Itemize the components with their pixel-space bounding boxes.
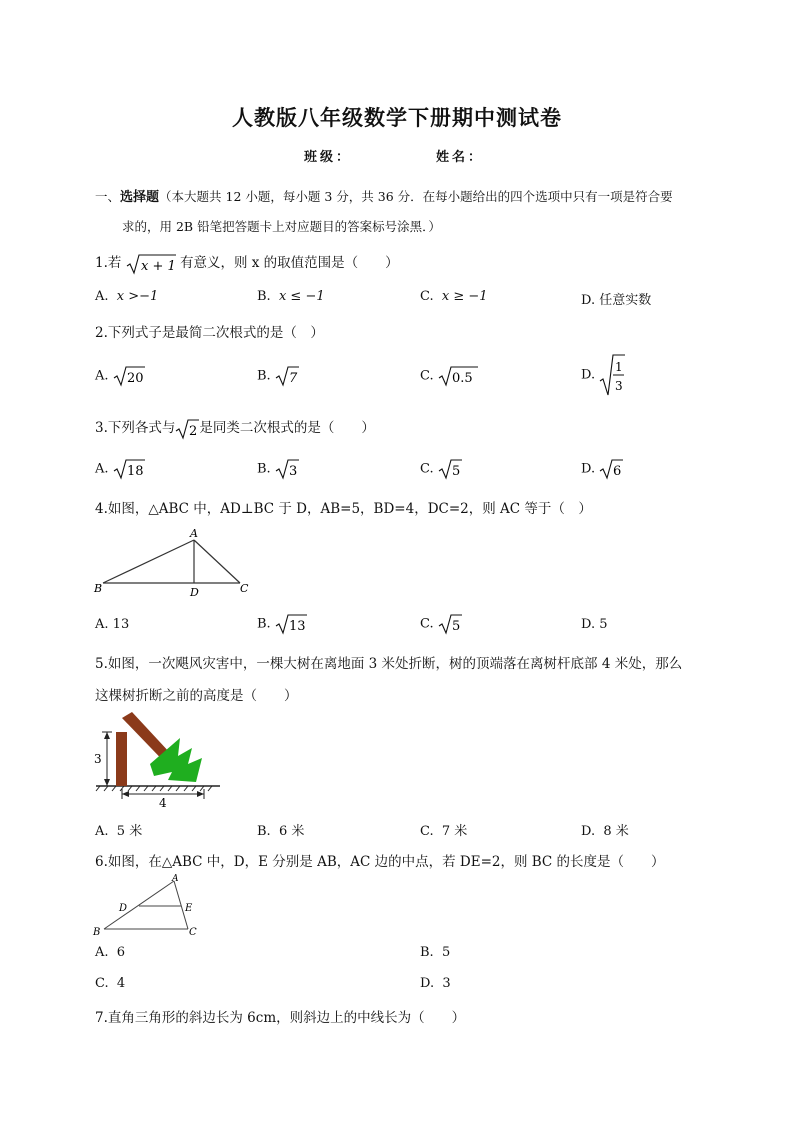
q6-label-a: A: [172, 874, 179, 884]
question-3-stem: 3.下列各式与 2 是同类二次根式的是（ ）: [95, 420, 375, 439]
q2-option-d[interactable]: D. 1 3: [581, 353, 625, 397]
section-name: 选择题: [120, 190, 160, 205]
section-prefix: 一、: [95, 189, 121, 204]
svg-text:5: 5: [451, 619, 461, 634]
page-title: 人教版八年级数学下册期中测试卷: [232, 105, 562, 130]
question-4-stem: 4.如图，△ABC 中，AD⊥BC 于 D，AB=5，BD=4，DC=2，则 AC 等于（ ）: [95, 501, 592, 517]
radical-x-plus-1: [126, 253, 176, 275]
q5-option-c[interactable]: C. 7 米: [420, 824, 468, 839]
svg-text:x + 1: x + 1: [140, 258, 176, 274]
section-desc-line2: 求的，用 2B 铅笔把答题卡上对应题目的答案标号涂黑．）: [122, 219, 441, 234]
svg-text:2: 2: [189, 423, 198, 439]
question-1-stem: 1.若 x + 1 有意义，则 x 的取值范围是（ ）: [95, 251, 399, 275]
q4-label-b: B: [94, 582, 103, 595]
q1-option-a[interactable]: A. x >−1: [95, 289, 159, 304]
q5-base-label: 4: [159, 796, 167, 810]
q6-label-d: D: [119, 903, 128, 914]
q6-option-d[interactable]: D. 3: [420, 976, 451, 991]
section-heading: [95, 186, 673, 205]
q1-option-d[interactable]: D. 任意实数: [581, 293, 652, 308]
q6-triangle-figure: [92, 872, 207, 940]
q4-label-c: C: [240, 582, 249, 595]
q6-label-e: E: [185, 903, 193, 914]
question-5-line1: 5.如图，一次飓风灾害中，一棵大树在离地面 3 米处折断，树的顶端落在离树杆底部 4 米处，那么: [95, 656, 683, 672]
q1-option-b[interactable]: B. x ≤ −1: [257, 289, 325, 304]
q4-option-c[interactable]: C. 5: [420, 616, 461, 634]
q6-option-b[interactable]: B. 5: [420, 945, 451, 960]
question-6-stem: 6.如图，在△ABC 中，D，E 分别是 AB，AC 边的中点，若 DE=2，则 BC 的长度是（ ）: [95, 854, 665, 870]
q4-option-a[interactable]: A. 13: [95, 617, 130, 632]
question-5-line2: 这棵树折断之前的高度是（ ）: [95, 688, 298, 704]
q2-option-b[interactable]: B. 7: [257, 368, 298, 386]
q4-option-d[interactable]: D. 5: [581, 617, 608, 632]
q4-triangle-figure: [93, 526, 253, 598]
q5-option-a[interactable]: A. 5 米: [95, 824, 143, 839]
q1-option-c[interactable]: C. x ≥ −1: [420, 289, 488, 304]
q2-option-c[interactable]: C. 0.5: [420, 365, 478, 387]
svg-text:13: 13: [288, 619, 306, 634]
q3-option-a[interactable]: A. 18: [95, 461, 144, 479]
q4-label-d: D: [190, 586, 199, 598]
svg-text:5: 5: [451, 464, 461, 479]
question-7-stem: 7.直角三角形的斜边长为 6cm，则斜边上的中线长为（ ）: [95, 1010, 466, 1026]
svg-text:6: 6: [613, 464, 622, 479]
q5-height-label: 3: [94, 752, 102, 766]
svg-text:1: 1: [615, 360, 623, 374]
q5-option-d[interactable]: D. 8 米: [581, 824, 629, 839]
svg-text:7: 7: [288, 371, 298, 386]
q3-option-d[interactable]: D. 6: [581, 461, 622, 479]
q4-label-a: A: [190, 527, 198, 540]
class-label: 班级：: [304, 150, 353, 165]
svg-text:18: 18: [126, 464, 144, 479]
q5-option-b[interactable]: B. 6 米: [257, 824, 305, 839]
q6-option-c[interactable]: C. 4: [95, 976, 126, 991]
svg-text:3: 3: [615, 379, 623, 393]
svg-text:20: 20: [126, 371, 144, 386]
q3-option-b[interactable]: B. 3: [257, 461, 298, 479]
q6-label-c: C: [189, 927, 197, 938]
q6-option-a[interactable]: A. 6: [95, 945, 126, 960]
name-label: 姓名：: [436, 150, 485, 165]
q3-option-c[interactable]: C. 5: [420, 461, 461, 479]
q6-label-b: B: [93, 927, 101, 938]
question-2-stem: 2.下列式子是最简二次根式的是（ ）: [95, 325, 324, 341]
svg-text:0.5: 0.5: [451, 371, 473, 386]
section-desc-line1: （本大题共 12 小题，每小题 3 分，共 36 分．在每小题给出的四个选项中只有一项是符合要: [159, 189, 673, 204]
q2-option-a[interactable]: A. 20: [95, 368, 144, 386]
q5-broken-tree-figure: [92, 710, 222, 810]
q5-trunk: [116, 732, 127, 786]
q4-option-b[interactable]: B. 13: [257, 616, 306, 634]
svg-text:3: 3: [288, 464, 298, 479]
